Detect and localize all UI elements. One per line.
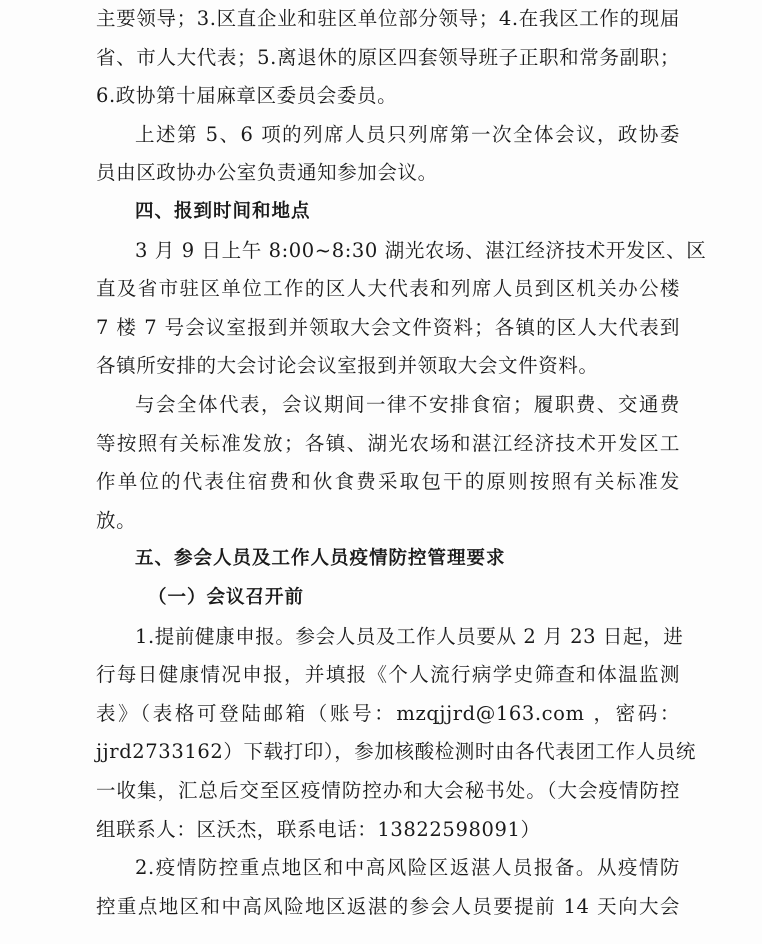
body-text-line: jjrd2733162）下载打印），参加核酸检测时由各代表团工作人员统: [96, 740, 696, 764]
paragraph-first-line: 1.提前健康申报。参会人员及工作人员要从 2 月 23 日起，进: [135, 624, 684, 648]
body-text-line: 放。: [96, 508, 137, 532]
body-text-line: 控重点地区和中高风险地区返湛的参会人员要提前 14 天向大会: [96, 894, 680, 918]
body-text-line: 一收集，汇总后交至区疫情防控办和大会秘书处。（大会疫情防控: [96, 779, 680, 802]
body-text-line: 行每日健康情况申报，并填报《个人流行病学史筛查和体温监测: [96, 663, 680, 687]
subsection-heading: （一）会议召开前: [148, 587, 305, 608]
body-text-line: 员由区政协办公室负责通知参加会议。: [96, 161, 438, 185]
body-text-line: 省、市人大代表；5.离退休的原区四套领导班子正职和常务副职；: [96, 45, 680, 69]
body-text-line: 表》（表格可登陆邮箱（账号：mzqjjrd@163.com ，密码：: [96, 701, 680, 725]
body-text-line: 组联系人：区沃杰，联系电话：13822598091）: [96, 817, 541, 841]
body-text-line: 等按照有关标准发放；各镇、湖光农场和湛江经济技术开发区工: [96, 431, 680, 455]
paragraph-first-line: 3 月 9 日上午 8:00~8:30 湖光农场、湛江经济技术开发区、区: [135, 238, 707, 262]
body-text-line: 作单位的代表住宿费和伙食费采取包干的原则按照有关标准发: [96, 470, 680, 494]
body-text-line: 各镇所安排的大会讨论会议室报到并领取大会文件资料。: [96, 354, 599, 378]
section-heading-5: 五、参会人员及工作人员疫情防控管理要求: [135, 548, 506, 570]
paragraph-first-line: 上述第 5、6 项的列席人员只列席第一次全体会议，政协委: [135, 122, 680, 146]
body-text-line: 主要领导；3.区直企业和驻区单位部分领导；4.在我区工作的现届: [96, 7, 680, 30]
paragraph-first-line: 与会全体代表，会议期间一律不安排食宿；履职费、交通费: [135, 393, 680, 416]
body-text-line: 直及省市驻区单位工作的区人大代表和列席人员到区机关办公楼: [96, 277, 680, 301]
body-text-line: 6.政协第十届麻章区委员会委员。: [96, 84, 398, 108]
section-heading-4: 四、报到时间和地点: [135, 201, 311, 222]
paragraph-first-line: 2.疫情防控重点地区和中高风险区返湛人员报备。从疫情防: [135, 856, 680, 880]
body-text-line: 7 楼 7 号会议室报到并领取大会文件资料；各镇的区人大代表到: [96, 315, 680, 339]
